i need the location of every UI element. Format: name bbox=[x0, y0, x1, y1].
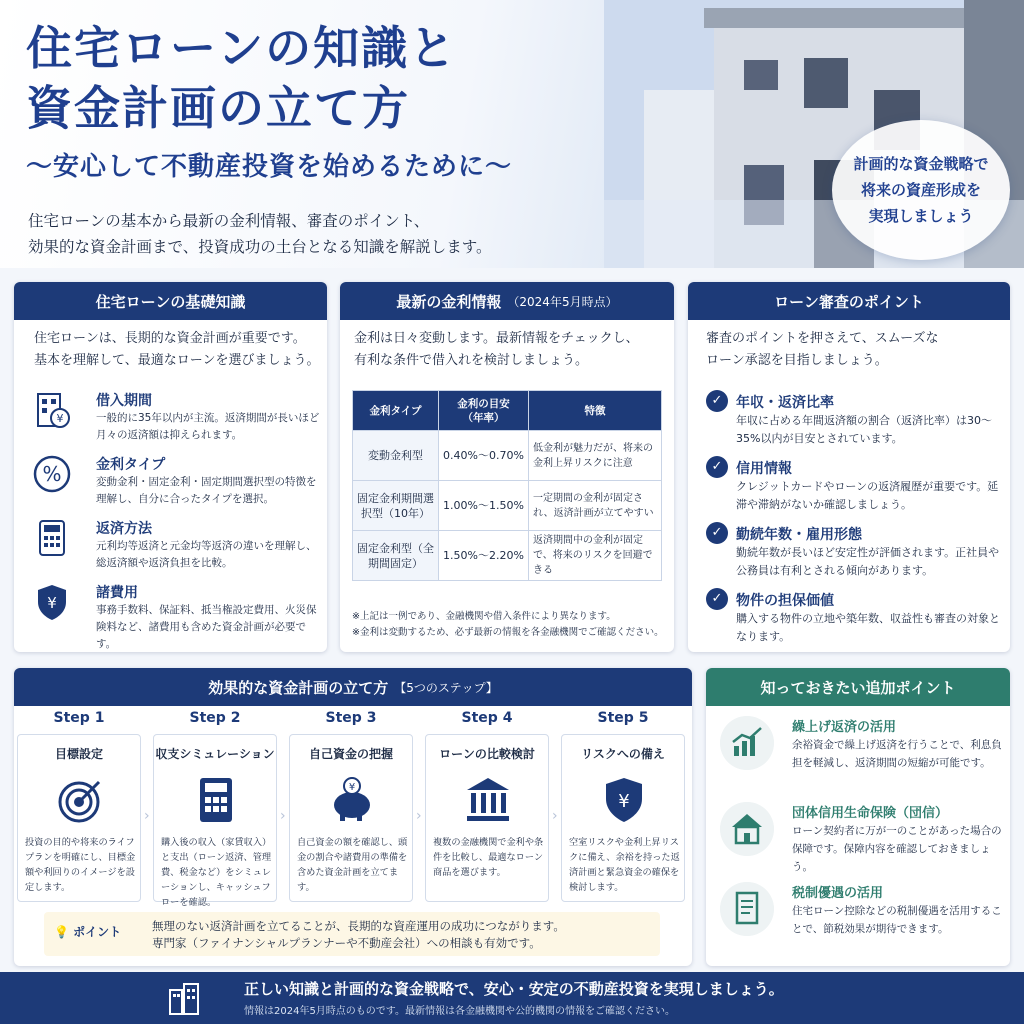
check-icon: ✓ bbox=[706, 522, 728, 544]
item-desc: クレジットカードやローンの返済履歴が重要です。延滞や滞納がないか確認しましょう。 bbox=[736, 480, 999, 511]
svg-text:¥: ¥ bbox=[348, 782, 356, 793]
intro-line: 住宅ローンは、長期的な資金計画が重要です。 bbox=[34, 331, 306, 346]
step-desc: 自己資金の額を確認し、頭金の割合や諸費用の準備を含めた資金計画を立てます。 bbox=[297, 837, 408, 893]
chevron-right-icon: › bbox=[416, 808, 422, 824]
piggy-bank-icon bbox=[327, 775, 377, 825]
table-cell: 固定金利期間選択型（10年） bbox=[353, 481, 439, 531]
step-title: 目標設定 bbox=[54, 747, 103, 761]
target-icon bbox=[55, 775, 105, 825]
footer bbox=[0, 972, 1024, 1024]
point-line: 専門家（ファイナンシャルプランナーや不動産会社）への相談も有効です。 bbox=[152, 936, 541, 950]
extra-card-title: 知っておきたい追加ポイント bbox=[706, 668, 1010, 706]
item-desc: 購入する物件の立地や築年数、収益性も審査の対象となります。 bbox=[736, 612, 1000, 643]
title-line-2: 資金計画の立て方 bbox=[26, 81, 410, 135]
step-box bbox=[17, 734, 141, 902]
step-title: リスクへの備え bbox=[581, 747, 665, 761]
footer-note: 情報は2024年5月時点のものです。最新情報は各金融機関や公的機関の情報をご確認ください。 bbox=[244, 1006, 676, 1017]
svg-text:¥: ¥ bbox=[618, 791, 630, 812]
house-shield-icon bbox=[720, 802, 774, 856]
rates-note: ※上記は一例であり、金融機関や借入条件により異なります。 bbox=[352, 611, 616, 622]
item-title: 諸費用 bbox=[96, 585, 138, 601]
hero-desc-line-1: 住宅ローンの基本から最新の金利情報、審査のポイント、 bbox=[28, 212, 430, 230]
basics-intro bbox=[34, 328, 319, 372]
calculator-icon bbox=[191, 775, 241, 825]
shield-yen-icon bbox=[599, 775, 649, 825]
building-yen-icon bbox=[32, 390, 72, 430]
callout-line: 計画的な資金戦略で bbox=[853, 155, 989, 173]
item-desc: 勤続年数が長いほど安定性が評価されます。正社員や公務員は有利とされる傾向があります。 bbox=[736, 546, 1000, 577]
item-desc: 年収に占める年間返済額の割合（返済比率）は30〜35%以内が目安とされています。 bbox=[736, 414, 992, 445]
chevron-right-icon: › bbox=[280, 808, 286, 824]
svg-text:¥: ¥ bbox=[47, 594, 57, 612]
table-cell: 返済期間中の金利が固定で、将来のリスクを回避できる bbox=[529, 531, 662, 581]
title-line-1: 住宅ローンの知識と bbox=[26, 21, 458, 75]
table-row bbox=[353, 531, 662, 581]
rates-note: ※金利は変動するため、必ず最新の情報を各金融機関でご確認ください。 bbox=[352, 627, 664, 638]
chart-up-icon bbox=[720, 716, 774, 770]
item-desc: 変動金利・固定金利・固定期間選択型の特徴を理解し、自分に合ったタイプを選択。 bbox=[96, 476, 317, 505]
item-title: 年収・返済比率 bbox=[736, 395, 834, 411]
table-cell: 一定期間の金利が固定され、返済計画が立てやすい bbox=[529, 481, 662, 531]
point-line: 無理のない返済計画を立てることが、長期的な資産運用の成功につながります。 bbox=[152, 919, 565, 933]
step-label: Step 3 bbox=[325, 710, 377, 726]
basics-card-title: 住宅ローンの基礎知識 bbox=[14, 282, 327, 320]
extra-desc: ローン契約者に万が一のことがあった場合の保障です。保障内容を確認しておきましょう。 bbox=[792, 825, 1002, 873]
chevron-right-icon: › bbox=[552, 808, 558, 824]
extra-desc: 余裕資金で繰上げ返済を行うことで、利息負担を軽減し、返済期間の短縮が可能です。 bbox=[792, 739, 1002, 769]
step-desc: 複数の金融機関で金利や条件を比較し、最適なローン商品を選びます。 bbox=[433, 837, 544, 878]
step-title: 収支シミュレーション bbox=[155, 747, 275, 761]
step-box bbox=[289, 734, 413, 902]
item-title: 信用情報 bbox=[736, 461, 792, 477]
rates-title-date: （2024年5月時点） bbox=[507, 294, 618, 309]
steps-card bbox=[14, 668, 692, 966]
table-header: 金利の目安 （年率） bbox=[439, 391, 529, 431]
step-box bbox=[153, 734, 277, 908]
item-title: 返済方法 bbox=[96, 521, 152, 537]
intro-line: 審査のポイントを押さえて、スムーズな bbox=[706, 331, 939, 346]
calculator-icon bbox=[32, 518, 72, 558]
page-subtitle: 〜安心して不動産投資を始めるために〜 bbox=[26, 152, 513, 182]
point-label bbox=[54, 923, 121, 940]
intro-line: ローン承認を目指しましょう。 bbox=[706, 353, 888, 368]
check-icon: ✓ bbox=[706, 390, 728, 412]
rates-table bbox=[352, 390, 662, 581]
callout-line: 将来の資産形成を bbox=[860, 181, 981, 199]
check-icon: ✓ bbox=[706, 456, 728, 478]
review-intro bbox=[706, 328, 938, 372]
percent-icon bbox=[32, 454, 72, 494]
buildings-icon bbox=[166, 980, 202, 1016]
step-desc: 投資の目的や将来のライフプランを明確にし、目標金額や利回りのイメージを設定します。 bbox=[25, 837, 136, 893]
step-title: 自己資金の把握 bbox=[308, 747, 393, 761]
step-title: ローンの比較検討 bbox=[439, 747, 535, 761]
rates-card bbox=[340, 282, 674, 652]
hero-description bbox=[28, 208, 491, 260]
svg-text:%: % bbox=[42, 462, 62, 486]
table-cell: 固定金利型（全期間固定） bbox=[353, 531, 439, 581]
hero-callout-circle bbox=[832, 120, 1010, 260]
item-title: 物件の担保価値 bbox=[736, 593, 834, 609]
step-label: Step 1 bbox=[53, 710, 105, 726]
rates-intro bbox=[354, 328, 639, 372]
svg-text:¥: ¥ bbox=[56, 412, 64, 425]
footer-message: 正しい知識と計画的な資金戦略で、安心・安定の不動産投資を実現しましょう。 bbox=[244, 980, 784, 998]
step-label: Step 4 bbox=[461, 710, 513, 726]
hero-desc-line-2: 効果的な資金計画まで、投資成功の土台となる知識を解説します。 bbox=[28, 238, 492, 256]
step-box bbox=[561, 734, 685, 902]
callout-line: 実現しましょう bbox=[868, 207, 974, 225]
table-cell: 0.40%〜0.70% bbox=[439, 431, 529, 481]
step-desc: 購入後の収入（家賃収入）と支出（ローン返済、管理費、税金など）をシミュレーションし、キャッシュフローを確認。 bbox=[161, 837, 272, 908]
table-header: 金利タイプ bbox=[353, 391, 439, 431]
table-row bbox=[353, 431, 662, 481]
step-label: Step 2 bbox=[189, 710, 241, 726]
extra-title: 団体信用生命保険（団信） bbox=[792, 806, 949, 821]
table-cell: 1.50%〜2.20% bbox=[439, 531, 529, 581]
document-icon bbox=[720, 882, 774, 936]
point-text bbox=[152, 918, 565, 952]
extra-card bbox=[706, 668, 1010, 966]
hero-banner bbox=[0, 0, 1024, 268]
step-label: Step 5 bbox=[597, 710, 649, 726]
item-title: 金利タイプ bbox=[96, 457, 166, 473]
point-label-text: ポイント bbox=[73, 925, 122, 939]
step-desc: 空室リスクや金利上昇リスクに備え、余裕を持った返済計画と緊急資金の確保を検討します。 bbox=[569, 837, 680, 893]
check-icon: ✓ bbox=[706, 588, 728, 610]
table-row bbox=[353, 481, 662, 531]
rates-title: 最新の金利情報 bbox=[396, 292, 502, 311]
steps-title-note: 【5つのステップ】 bbox=[394, 680, 498, 695]
extra-title: 繰上げ返済の活用 bbox=[792, 720, 897, 735]
chevron-right-icon: › bbox=[144, 808, 150, 824]
item-desc: 一般的に35年以内が主流。返済期間が長いほど月々の返済額は抑えられます。 bbox=[96, 412, 320, 441]
step-box bbox=[425, 734, 549, 902]
basics-card bbox=[14, 282, 327, 652]
lightbulb-icon: 💡 bbox=[54, 925, 69, 939]
review-card bbox=[688, 282, 1010, 652]
rates-card-title bbox=[340, 282, 674, 320]
item-desc: 元利均等返済と元金均等返済の違いを理解し、総返済額や返済負担を比較。 bbox=[96, 540, 317, 569]
item-title: 借入期間 bbox=[96, 393, 152, 409]
steps-card-title bbox=[14, 668, 692, 706]
steps-title: 効果的な資金計画の立て方 bbox=[208, 678, 389, 697]
bank-icon bbox=[463, 775, 513, 825]
intro-line: 金利は日々変動します。最新情報をチェックし、 bbox=[354, 331, 639, 346]
review-card-title: ローン審査のポイント bbox=[688, 282, 1010, 320]
table-header-row bbox=[353, 391, 662, 431]
table-cell: 1.00%〜1.50% bbox=[439, 481, 529, 531]
shield-yen-icon bbox=[32, 582, 72, 622]
item-title: 勤続年数・雇用形態 bbox=[736, 527, 862, 543]
table-cell: 変動金利型 bbox=[353, 431, 439, 481]
item-desc: 事務手数料、保証料、抵当権設定費用、火災保険料など、諸費用も含めた資金計画が必要です。 bbox=[96, 604, 317, 650]
page-title bbox=[26, 18, 457, 138]
intro-line: 有利な条件で借入れを検討しましょう。 bbox=[354, 353, 589, 368]
extra-desc: 住宅ローン控除などの税制優遇を活用することで、節税効果が期待できます。 bbox=[792, 905, 1002, 935]
table-cell: 低金利が魅力だが、将来の金利上昇リスクに注意 bbox=[529, 431, 662, 481]
point-callout bbox=[44, 912, 660, 956]
intro-line: 基本を理解して、最適なローンを選びましょう。 bbox=[34, 353, 320, 368]
extra-title: 税制優遇の活用 bbox=[792, 886, 884, 901]
table-header: 特徴 bbox=[529, 391, 662, 431]
